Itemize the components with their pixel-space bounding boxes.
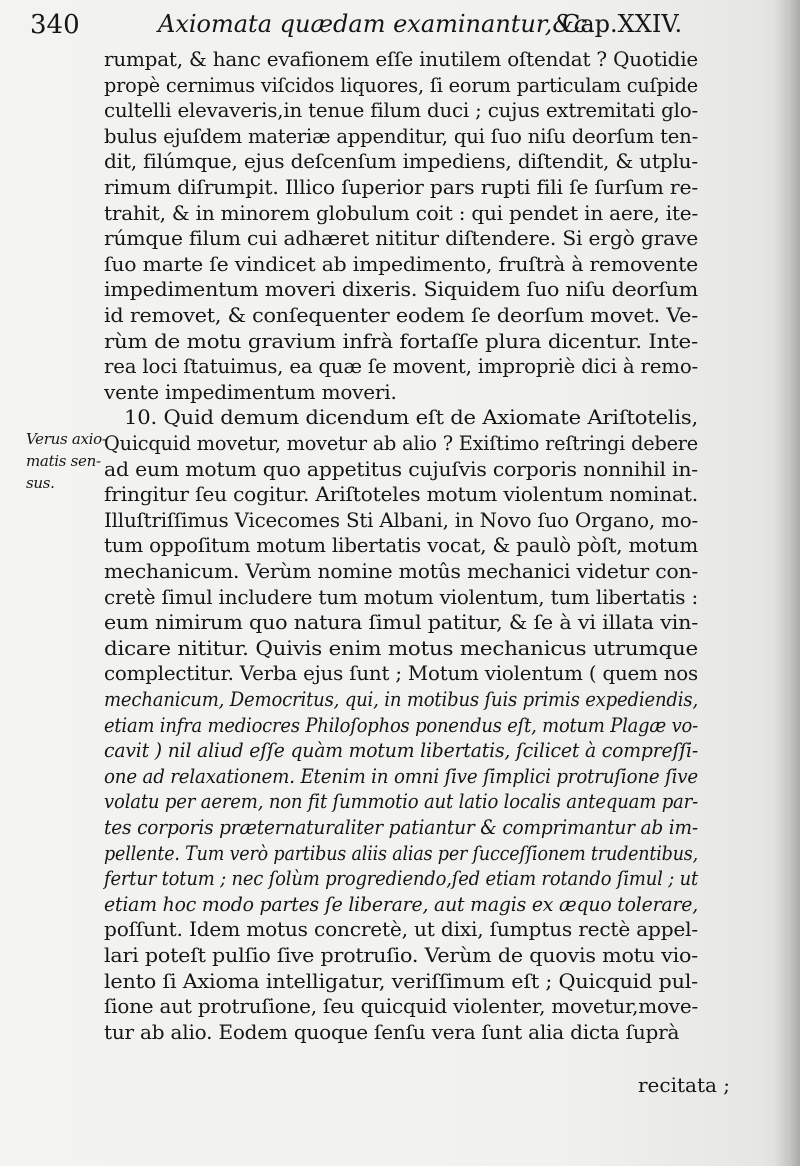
text-line: dit, filúmque, ejus deſcenſum impediens, diſtendit, & utplu- [104, 149, 698, 173]
text-line: tum oppoſitum motum libertatis vocat, & paulò pòſt, motum [104, 533, 698, 557]
text-line: impedimentum moveri dixeris. Siquidem ſuo niſu deorſum [104, 277, 698, 301]
text-line: ſuo marte ſe vindicet ab impedimento, fruſtrà à removente [104, 252, 698, 276]
text-line: 10. Quid demum dicendum eſt de Axiomate Ariſtotelis, [124, 405, 698, 429]
margin-note-line: sus. [26, 474, 55, 492]
page-edge-shadow [774, 0, 800, 1166]
text-line: Illuſtriſſimus Vicecomes Sti Albani, in Novo ſuo Organo, mo- [104, 508, 698, 532]
text-line: tur ab alio. Eodem quoque ſenſu vera ſunt alia dicta ſuprà [104, 1020, 680, 1044]
text-line: Quicquid movetur, movetur ab alio ? Exiſtimo reſtringi debere [104, 431, 698, 455]
text-line: propè cernimus viſcidos liquores, ſi eorum particulam cuſpide [104, 73, 698, 97]
text-line: ad eum motum quo appetitus cujuſvis corporis nonnihil in- [104, 457, 698, 481]
text-line: rúmque filum cui adhæret nititur diſtendere. Si ergò grave [104, 226, 698, 250]
text-line: lari poteſt pulſio ſive protruſio. Verùm de quovis motu vio- [104, 943, 698, 967]
text-line: cultelli elevaveris,in tenue filum duci ; cujus extremitati glo- [104, 98, 698, 122]
text-line: id removet, & conſequenter eodem ſe deorſum movet. Ve- [104, 303, 698, 327]
catchword: recitata ; [638, 1073, 731, 1097]
text-line: lento ſi Axioma intelligatur, veriſſimum eſt ; Quicquid pul- [104, 969, 698, 993]
text-line: rumpat, & hanc evafionem eſſe inutilem oſtendat ? Quotidie [104, 47, 698, 71]
text-line: rùm de motu gravium infrà fortaſſe plura dicentur. Inte- [104, 329, 698, 353]
text-line: mechanicum, Democritus, qui, in motibus ſuis primis expediendis, [104, 687, 698, 711]
text-line: cretè ſimul includere tum motum violentum, tum libertatis : [104, 585, 698, 609]
text-line: rimum diſrumpit. Illico ſuperior pars rupti fili ſe ſurſum re- [104, 175, 698, 199]
running-title: Axiomata quædam examinantur,&c. [158, 10, 595, 38]
text-line: one ad relaxationem. Etenim in omni ſive ſimplici protruſione ſive [104, 764, 698, 788]
text-line: pellente. Tum verò partibus aliis alias per ſucceſſionem trudentibus, [104, 841, 698, 865]
text-line: bulus ejuſdem materiæ appenditur, qui ſuo niſu deorſum ten- [104, 124, 698, 148]
page-header [0, 8, 800, 44]
text-line: tes corporis præternaturaliter patiantur & comprimantur ab im- [104, 815, 698, 839]
margin-note [26, 428, 107, 494]
text-line: fringitur ſeu cogitur. Ariſtoteles motum violentum nominat. [104, 482, 698, 506]
text-line: etiam infra mediocres Philoſophos ponendus eſt, motum Plagæ vo- [104, 713, 698, 737]
text-line: etiam hoc modo partes ſe liberare, aut magis ex æquo tolerare, [104, 892, 698, 916]
page-number: 340 [30, 10, 80, 40]
text-line: rea loci ſtatuimus, ea quæ ſe movent, impropriè dici à remo- [104, 354, 698, 378]
chapter-label: Cap.XXIV. [562, 10, 683, 38]
text-line: vente impedimentum moveri. [104, 380, 397, 404]
text-line: mechanicum. Verùm nomine motûs mechanici videtur con- [104, 559, 698, 583]
text-line: poſſunt. Idem motus concretè, ut dixi, ſumptus rectè appel- [104, 917, 698, 941]
text-line: cavit ) nil aliud eſſe quàm motum libertatis, ſcilicet à compreſſi- [104, 738, 698, 762]
text-line: complectitur. Verba ejus ſunt ; Motum violentum ( quem nos [104, 661, 698, 685]
margin-note-line: matis sen- [26, 452, 101, 470]
text-line: dicare nititur. Quivis enim motus mechanicus utrumque [104, 636, 698, 660]
text-line: trahit, & in minorem globulum coit : qui pendet in aere, ite- [104, 201, 698, 225]
text-line: fertur totum ; nec ſolùm progrediendo,ſed etiam rotando ſimul ; ut [104, 866, 698, 890]
text-line: ſione aut protruſione, ſeu quicquid violenter, movetur,move- [104, 994, 698, 1018]
text-line: eum nimirum quo natura ſimul patitur, & ſe à vi illata vin- [104, 610, 698, 634]
text-line: volatu per aerem, non fit ſummotio aut latio localis antequam par- [104, 789, 698, 813]
margin-note-line: Verus axio- [26, 430, 107, 448]
